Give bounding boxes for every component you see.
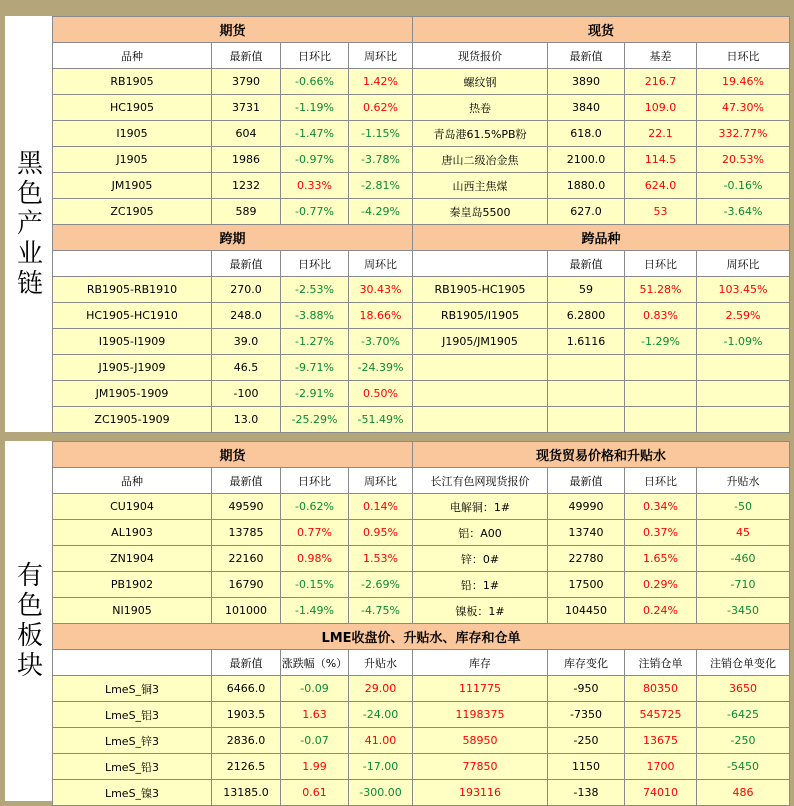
spot-cell: 624.0	[625, 173, 697, 199]
lme-column-header: 最新值	[212, 650, 281, 676]
spread-cell: -3.70%	[349, 329, 413, 355]
table-row	[53, 676, 790, 702]
futures-cell: 49590	[212, 494, 281, 520]
spot-column-header: 日环比	[625, 468, 697, 494]
black-side-label: 黑色产业链	[12, 149, 43, 299]
spot-cell: 618.0	[548, 121, 625, 147]
lme-cell: -950	[548, 676, 625, 702]
futures-cell: -3.78%	[349, 147, 413, 173]
spot-column-header: 基差	[625, 43, 697, 69]
spread-cell: 39.0	[212, 329, 281, 355]
lme-cell: -5450	[697, 754, 790, 780]
lme-cell: LmeS_镍3	[53, 780, 212, 806]
lme-column-header: 库存	[413, 650, 548, 676]
spot-column-header: 长江有色网现货报价	[413, 468, 548, 494]
futures-column-header: 品种	[53, 468, 212, 494]
spot-cell: 109.0	[625, 95, 697, 121]
column-header-row	[53, 650, 790, 676]
spot-cell: 1.65%	[625, 546, 697, 572]
lme-cell: 1150	[548, 754, 625, 780]
cross-cell: 59	[548, 277, 625, 303]
spread-column-header	[53, 251, 212, 277]
spot-cell: 104450	[548, 598, 625, 624]
futures-cell: ZC1905	[53, 199, 212, 225]
lme-cell: 111775	[413, 676, 548, 702]
spot-cell: 电解铜：1#	[413, 494, 548, 520]
cross-cell	[697, 407, 790, 433]
nonferrous-panel	[5, 441, 789, 801]
futures-cell: -0.66%	[281, 69, 349, 95]
futures-cell: 1986	[212, 147, 281, 173]
spot-cell: 17500	[548, 572, 625, 598]
futures-cell: J1905	[53, 147, 212, 173]
spread-column-header: 周环比	[349, 251, 413, 277]
lme-cell: 6466.0	[212, 676, 281, 702]
black-industry-panel	[5, 16, 789, 432]
futures-cell: -0.15%	[281, 572, 349, 598]
spot-cell: 热卷	[413, 95, 548, 121]
spot-section-title: 现货	[413, 17, 790, 43]
table-row	[53, 494, 790, 520]
spot-cell: 216.7	[625, 69, 697, 95]
table-row	[53, 303, 790, 329]
futures-cell: 604	[212, 121, 281, 147]
spot-cell: 3840	[548, 95, 625, 121]
table-row	[53, 277, 790, 303]
spot-cell: 0.34%	[625, 494, 697, 520]
table-row	[53, 520, 790, 546]
section-header-row	[53, 624, 790, 650]
lme-cell: 1.63	[281, 702, 349, 728]
spread-cell: JM1905-1909	[53, 381, 212, 407]
cross-cell	[413, 355, 548, 381]
cross-cell	[625, 407, 697, 433]
futures-cell: 589	[212, 199, 281, 225]
spread-cell: 18.66%	[349, 303, 413, 329]
futures-section-title: 期货	[53, 17, 413, 43]
spread-cell: 0.50%	[349, 381, 413, 407]
lme-cell: 80350	[625, 676, 697, 702]
futures-cell: -1.15%	[349, 121, 413, 147]
futures-cell: -2.81%	[349, 173, 413, 199]
futures-cell: 0.62%	[349, 95, 413, 121]
futures-cell: 0.14%	[349, 494, 413, 520]
spot-cell: 2100.0	[548, 147, 625, 173]
spot-cell: -3450	[697, 598, 790, 624]
cross-column-header	[413, 251, 548, 277]
spot-cell: 332.77%	[697, 121, 790, 147]
section-header-row	[53, 442, 790, 468]
cross-cell: -1.09%	[697, 329, 790, 355]
futures-column-header: 最新值	[212, 43, 281, 69]
cross-cell	[548, 355, 625, 381]
spot-cell: -460	[697, 546, 790, 572]
spread-section-title: 跨期	[53, 225, 413, 251]
spot-cell: 0.24%	[625, 598, 697, 624]
spot-cell: 0.29%	[625, 572, 697, 598]
table-row	[53, 173, 790, 199]
futures-cell: -1.47%	[281, 121, 349, 147]
lme-cell: 1903.5	[212, 702, 281, 728]
lme-cell: 29.00	[349, 676, 413, 702]
spot-column-header: 现货报价	[413, 43, 548, 69]
futures-cell: 0.77%	[281, 520, 349, 546]
spot-column-header: 最新值	[548, 43, 625, 69]
table-row	[53, 598, 790, 624]
lme-cell: 1700	[625, 754, 697, 780]
spot-cell: 唐山二级冶金焦	[413, 147, 548, 173]
cross-cell	[548, 381, 625, 407]
column-header-row	[53, 43, 790, 69]
cross-cell	[413, 407, 548, 433]
cross-cell	[697, 355, 790, 381]
futures-cell: JM1905	[53, 173, 212, 199]
table-row	[53, 780, 790, 806]
futures-column-header: 最新值	[212, 468, 281, 494]
cross-column-header: 最新值	[548, 251, 625, 277]
lme-cell: 2126.5	[212, 754, 281, 780]
cross-cell	[413, 381, 548, 407]
futures-cell: PB1902	[53, 572, 212, 598]
lme-column-header: 注销仓单	[625, 650, 697, 676]
spread-cell: 270.0	[212, 277, 281, 303]
lme-cell: -250	[697, 728, 790, 754]
spot-cell: 45	[697, 520, 790, 546]
futures-cell: 0.98%	[281, 546, 349, 572]
futures-cell: 101000	[212, 598, 281, 624]
table-row	[53, 572, 790, 598]
lme-cell: -24.00	[349, 702, 413, 728]
spread-cell: -100	[212, 381, 281, 407]
lme-cell: 486	[697, 780, 790, 806]
cross-cell	[625, 381, 697, 407]
cross-cell: RB1905-HC1905	[413, 277, 548, 303]
lme-cell: 1198375	[413, 702, 548, 728]
cross-cell: 2.59%	[697, 303, 790, 329]
futures-cell: 1.42%	[349, 69, 413, 95]
lme-cell: 13675	[625, 728, 697, 754]
lme-column-header: 升贴水	[349, 650, 413, 676]
futures-cell: 0.33%	[281, 173, 349, 199]
futures-cell: NI1905	[53, 598, 212, 624]
lme-cell: LmeS_铜3	[53, 676, 212, 702]
futures-column-header: 日环比	[281, 468, 349, 494]
spot-cell: 螺纹钢	[413, 69, 548, 95]
futures-cell: 1232	[212, 173, 281, 199]
spot-trade-section-title: 现货贸易价格和升贴水	[413, 442, 790, 468]
spread-cell: 248.0	[212, 303, 281, 329]
lme-cell: -300.00	[349, 780, 413, 806]
table-row	[53, 754, 790, 780]
spot-cell: 0.37%	[625, 520, 697, 546]
futures-cell: -0.62%	[281, 494, 349, 520]
spot-cell: 20.53%	[697, 147, 790, 173]
spot-cell: 镍板：1#	[413, 598, 548, 624]
table-row	[53, 147, 790, 173]
futures-section-title: 期货	[53, 442, 413, 468]
lme-cell: -138	[548, 780, 625, 806]
spread-cell: 13.0	[212, 407, 281, 433]
cross-section-title: 跨品种	[413, 225, 790, 251]
futures-cell: 3731	[212, 95, 281, 121]
lme-cell: 3650	[697, 676, 790, 702]
column-header-row	[53, 251, 790, 277]
spread-cell: -1.27%	[281, 329, 349, 355]
lme-cell: LmeS_锌3	[53, 728, 212, 754]
lme-cell: 74010	[625, 780, 697, 806]
lme-cell: 41.00	[349, 728, 413, 754]
lme-column-header	[53, 650, 212, 676]
spread-cell: J1905-J1909	[53, 355, 212, 381]
cross-cell: 51.28%	[625, 277, 697, 303]
spread-cell: 30.43%	[349, 277, 413, 303]
lme-cell: 2836.0	[212, 728, 281, 754]
spot-cell: 627.0	[548, 199, 625, 225]
spot-cell: 47.30%	[697, 95, 790, 121]
lme-column-header: 注销仓单变化	[697, 650, 790, 676]
spread-cell: 46.5	[212, 355, 281, 381]
lme-cell: -17.00	[349, 754, 413, 780]
spread-cell: RB1905-RB1910	[53, 277, 212, 303]
cross-cell: 0.83%	[625, 303, 697, 329]
spot-cell: 青岛港61.5%PB粉	[413, 121, 548, 147]
futures-cell: -0.97%	[281, 147, 349, 173]
section-header-row	[53, 225, 790, 251]
futures-cell: 1.53%	[349, 546, 413, 572]
futures-cell: HC1905	[53, 95, 212, 121]
cross-cell	[697, 381, 790, 407]
spread-cell: -9.71%	[281, 355, 349, 381]
lme-cell: 1.99	[281, 754, 349, 780]
spot-cell: 秦皇岛5500	[413, 199, 548, 225]
lme-cell: -6425	[697, 702, 790, 728]
futures-cell: -1.49%	[281, 598, 349, 624]
cross-cell: 6.2800	[548, 303, 625, 329]
spread-cell: -2.91%	[281, 381, 349, 407]
lme-cell: -250	[548, 728, 625, 754]
futures-cell: ZN1904	[53, 546, 212, 572]
spot-cell: 铅：1#	[413, 572, 548, 598]
table-row	[53, 95, 790, 121]
lme-cell: 58950	[413, 728, 548, 754]
futures-cell: 16790	[212, 572, 281, 598]
column-header-row	[53, 468, 790, 494]
futures-cell: -4.29%	[349, 199, 413, 225]
spot-cell: 13740	[548, 520, 625, 546]
nonferrous-side-label-box	[5, 441, 51, 801]
cross-column-header: 日环比	[625, 251, 697, 277]
spot-cell: 22780	[548, 546, 625, 572]
table-row	[53, 381, 790, 407]
futures-column-header: 周环比	[349, 468, 413, 494]
table-row	[53, 702, 790, 728]
lme-cell: LmeS_铝3	[53, 702, 212, 728]
futures-cell: -1.19%	[281, 95, 349, 121]
black-side-label-box	[5, 16, 51, 432]
futures-cell: 13785	[212, 520, 281, 546]
futures-cell: CU1904	[53, 494, 212, 520]
lme-column-header: 涨跌幅（%）	[281, 650, 349, 676]
lme-column-header: 库存变化	[548, 650, 625, 676]
spot-cell: -0.16%	[697, 173, 790, 199]
lme-cell: -7350	[548, 702, 625, 728]
cross-cell	[548, 407, 625, 433]
futures-cell: RB1905	[53, 69, 212, 95]
futures-column-header: 周环比	[349, 43, 413, 69]
spread-cell: -24.39%	[349, 355, 413, 381]
futures-column-header: 品种	[53, 43, 212, 69]
table-row	[53, 329, 790, 355]
spot-cell: 1880.0	[548, 173, 625, 199]
table-row	[53, 69, 790, 95]
spot-cell: 3890	[548, 69, 625, 95]
lme-section-title: LME收盘价、升贴水、库存和仓单	[53, 624, 790, 650]
table-row	[53, 355, 790, 381]
lme-cell: 77850	[413, 754, 548, 780]
spot-cell: -710	[697, 572, 790, 598]
lme-cell: LmeS_铅3	[53, 754, 212, 780]
spread-cell: -2.53%	[281, 277, 349, 303]
spot-cell: 山西主焦煤	[413, 173, 548, 199]
spread-cell: I1905-I1909	[53, 329, 212, 355]
spot-cell: 114.5	[625, 147, 697, 173]
lme-cell: -0.09	[281, 676, 349, 702]
nonferrous-side-label: 有色板块	[12, 561, 43, 681]
futures-cell: AL1903	[53, 520, 212, 546]
cross-cell: J1905/JM1905	[413, 329, 548, 355]
table-row	[53, 121, 790, 147]
spot-cell: -50	[697, 494, 790, 520]
cross-column-header: 周环比	[697, 251, 790, 277]
spot-column-header: 日环比	[697, 43, 790, 69]
futures-cell: -4.75%	[349, 598, 413, 624]
lme-cell: 0.61	[281, 780, 349, 806]
cross-cell: -1.29%	[625, 329, 697, 355]
section-header-row	[53, 17, 790, 43]
futures-cell: 3790	[212, 69, 281, 95]
table-row	[53, 728, 790, 754]
futures-cell: I1905	[53, 121, 212, 147]
cross-cell	[625, 355, 697, 381]
spot-column-header: 最新值	[548, 468, 625, 494]
spot-cell: -3.64%	[697, 199, 790, 225]
lme-cell: 545725	[625, 702, 697, 728]
table-row	[53, 407, 790, 433]
futures-cell: -2.69%	[349, 572, 413, 598]
spot-cell: 锌：0#	[413, 546, 548, 572]
spot-cell: 19.46%	[697, 69, 790, 95]
futures-cell: 0.95%	[349, 520, 413, 546]
spread-cell: HC1905-HC1910	[53, 303, 212, 329]
table-row	[53, 199, 790, 225]
spread-cell: ZC1905-1909	[53, 407, 212, 433]
spread-column-header: 最新值	[212, 251, 281, 277]
spread-column-header: 日环比	[281, 251, 349, 277]
spot-cell: 49990	[548, 494, 625, 520]
spread-cell: -25.29%	[281, 407, 349, 433]
futures-cell: 22160	[212, 546, 281, 572]
black-industry-table	[52, 16, 790, 433]
lme-cell: -0.07	[281, 728, 349, 754]
spread-cell: -51.49%	[349, 407, 413, 433]
cross-cell: RB1905/I1905	[413, 303, 548, 329]
spot-cell: 22.1	[625, 121, 697, 147]
spot-column-header: 升贴水	[697, 468, 790, 494]
table-row	[53, 546, 790, 572]
lme-cell: 193116	[413, 780, 548, 806]
lme-cell: 13185.0	[212, 780, 281, 806]
spot-cell: 铝：A00	[413, 520, 548, 546]
nonferrous-table	[52, 441, 790, 806]
futures-cell: -0.77%	[281, 199, 349, 225]
spread-cell: -3.88%	[281, 303, 349, 329]
spot-cell: 53	[625, 199, 697, 225]
futures-column-header: 日环比	[281, 43, 349, 69]
cross-cell: 1.6116	[548, 329, 625, 355]
cross-cell: 103.45%	[697, 277, 790, 303]
